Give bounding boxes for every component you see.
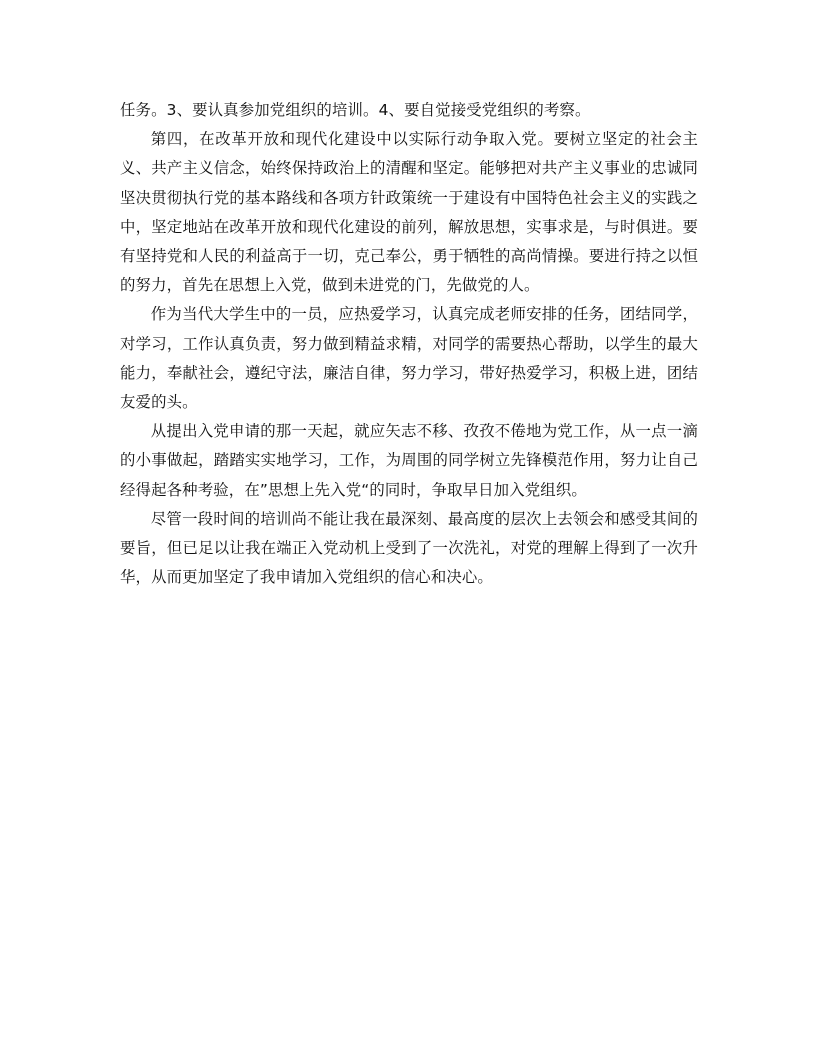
paragraph-continuation: 任务。3、要认真参加党组织的培训。4、要自觉接受党组织的考察。 [120,101,591,119]
paragraph-student-role: 作为当代大学生中的一员，应热爱学习，认真完成老师安排的任务，团结同学，对学习，工作认真负责，努力做到精益求精，对同学的需要热心帮助，以学生的最大能力，奉献社会，遵纪守法，廉洁自律，努力学习，带好热爱学习，积极上进，团结友爱的头。 [120,305,698,412]
document-body [120,96,698,592]
paragraph-conclusion: 尽管一段时间的培训尚不能让我在最深刻、最高度的层次上去领会和感受其间的要旨，但已足以让我在端正入党动机上受到了一次洗礼，对党的理解上得到了一次升华，从而更加坚定了我申请加入党组织的信心和决心。 [120,509,698,587]
paragraph-commitment: 从提出入党申请的那一天起，就应矢志不移、孜孜不倦地为党工作，从一点一滴的小事做起，踏踏实实地学习，工作，为周围的同学树立先锋模范作用，努力让自己经得起各种考验，在”思想上先入党“的同时，争取早日加入党组织。 [120,422,698,499]
paragraph-fourth-point: 第四，在改革开放和现代化建设中以实际行动争取入党。要树立坚定的社会主义、共产主义信念，始终保持政治上的清醒和坚定。能够把对共产主义事业的忠诚同坚决贯彻执行党的基本路线和各项方针政策统一于建设有中国特色社会主义的实践之中，坚定地站在改革开放和现代化建设的前列，解放思想，实事求是，与时俱进。要有坚持党和人民的利益高于一切，克己奉公，勇于牺牲的高尚情操。要进行持之以恒的努力，首先在思想上入党，做到未进党的门，先做党的人。 [120,130,698,295]
